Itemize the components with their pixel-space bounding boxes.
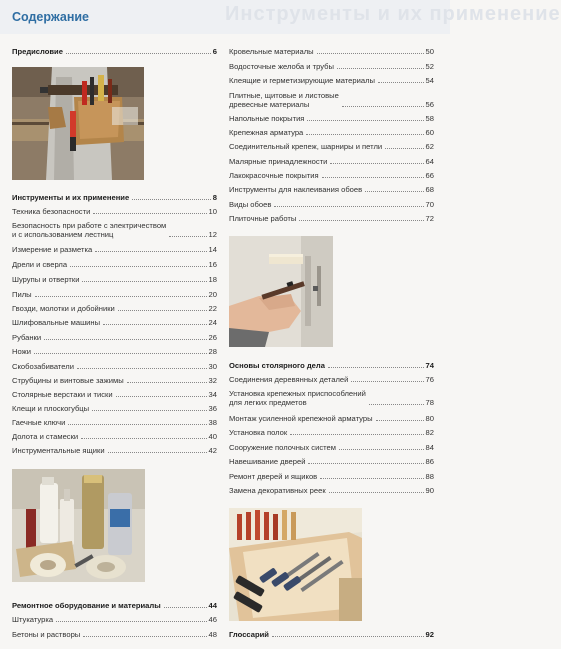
toc-leader-dots — [132, 199, 211, 200]
toc-leader-dots — [272, 636, 424, 637]
toc-entry-label: Дрели и сверла — [12, 260, 68, 269]
toc-entry-label: Соединительный крепеж, шарниры и петли — [229, 142, 383, 151]
toc-leader-dots — [330, 163, 423, 164]
toc-entry-label: Предисловие — [12, 47, 63, 56]
toc-entry[interactable] — [12, 347, 217, 356]
toc-entry-label: Установка крепежных приспособлений для легких предметов — [229, 389, 366, 407]
toc-leader-dots — [81, 438, 206, 439]
toc-leader-dots — [95, 251, 206, 252]
toc-entry-page: 38 — [208, 418, 217, 427]
toc-leader-dots — [92, 410, 206, 411]
toc-leader-dots — [376, 420, 424, 421]
toc-entry-page: 62 — [425, 142, 434, 151]
toc-entry[interactable] — [229, 47, 434, 56]
toc-leader-dots — [70, 266, 206, 267]
chisels-box-photo — [229, 508, 362, 621]
toc-entry-label: Ножи — [12, 347, 31, 356]
toc-entry-page: 22 — [208, 304, 217, 313]
toc-entry-label: Плитные, щитовые и листовые древесные материалы — [229, 91, 339, 109]
toc-entry-page: 84 — [425, 443, 434, 452]
toc-entry-label: Измерение и разметка — [12, 245, 93, 254]
toc-entry-page: 54 — [425, 76, 434, 85]
toc-entry-label: Клеящие и герметизирующие материалы — [229, 76, 375, 85]
toc-leader-dots — [385, 148, 423, 149]
toc-leader-dots — [274, 206, 423, 207]
toc-entry-page: 48 — [208, 630, 217, 639]
toc-entry[interactable] — [229, 62, 434, 71]
toc-leader-dots — [351, 381, 423, 382]
toc-entry-page: 44 — [208, 601, 217, 610]
toc-entry[interactable] — [229, 428, 434, 437]
toc-leader-dots — [328, 367, 424, 368]
toc-entry[interactable] — [12, 245, 217, 254]
toc-leader-dots — [320, 478, 423, 479]
toc-entry-page: 60 — [425, 128, 434, 137]
toc-entry-page: 12 — [208, 230, 217, 239]
toc-entry[interactable] — [229, 91, 434, 109]
toc-entry[interactable] — [229, 389, 434, 407]
toc-leader-dots — [118, 310, 207, 311]
toc-entry-label: Техника безопасности — [12, 207, 91, 216]
toc-entry-label: Шлифовальные машины — [12, 318, 101, 327]
toc-entry-page: 76 — [425, 375, 434, 384]
toc-entry[interactable] — [12, 221, 217, 239]
toc-leader-dots — [169, 236, 206, 237]
toc-entry[interactable] — [12, 601, 217, 610]
toc-entry-page: 20 — [208, 290, 217, 299]
toc-entry[interactable] — [229, 486, 434, 495]
toc-entry-page: 8 — [212, 193, 217, 202]
toc-entry-label: Виды обоев — [229, 200, 272, 209]
toc-entry[interactable] — [12, 290, 217, 299]
toc-entry[interactable] — [229, 128, 434, 137]
toc-entry-label: Водосточные желоба и трубы — [229, 62, 334, 71]
toc-entry-page: 46 — [208, 615, 217, 624]
toc-entry-page: 86 — [425, 457, 434, 466]
toc-entry[interactable] — [229, 214, 434, 223]
toc-entry-page: 6 — [212, 47, 217, 56]
toc-entry-label: Крепежная арматура — [229, 128, 304, 137]
toc-entry[interactable] — [12, 362, 217, 371]
toc-entry[interactable] — [229, 457, 434, 466]
toc-entry-label: Струбцины и винтовые зажимы — [12, 376, 124, 385]
toc-entry-page: 34 — [208, 390, 217, 399]
toc-entry-page: 80 — [425, 414, 434, 423]
toc-entry-label: Основы столярного дела — [229, 361, 325, 370]
toc-entry-label: Плиточные работы — [229, 214, 297, 223]
toc-entry[interactable] — [229, 361, 434, 370]
toc-entry[interactable] — [12, 615, 217, 624]
toc-entry-page: 92 — [425, 630, 434, 639]
toc-entry[interactable] — [229, 142, 434, 151]
toc-leader-dots — [77, 368, 207, 369]
toc-entry[interactable] — [12, 432, 217, 441]
toc-entry-label: Рубанки — [12, 333, 42, 342]
toc-entry-label: Бетоны и растворы — [12, 630, 81, 639]
marking-wall-photo — [229, 236, 333, 347]
toc-leader-dots — [378, 82, 424, 83]
toc-entry[interactable] — [12, 390, 217, 399]
toc-leader-dots — [68, 424, 206, 425]
toc-entry-label: Инструменты и их применение — [12, 193, 130, 202]
toc-leader-dots — [35, 296, 207, 297]
toc-entry[interactable] — [12, 630, 217, 639]
toc-entry-label: Инструменты для наклеивания обоев — [229, 185, 363, 194]
toc-entry[interactable] — [12, 446, 217, 455]
toc-entry-page: 18 — [208, 275, 217, 284]
toc-entry-page: 40 — [208, 432, 217, 441]
toc-entry-page: 64 — [425, 157, 434, 166]
toc-entry-label: Инструментальные ящики — [12, 446, 105, 455]
toc-entry-label: Монтаж усиленной крепежной арматуры — [229, 414, 373, 423]
toc-leader-dots — [339, 449, 424, 450]
toc-entry-label: Малярные принадлежности — [229, 157, 328, 166]
toc-entry[interactable] — [12, 193, 217, 202]
toc-entry-page: 58 — [425, 114, 434, 123]
toc-leader-dots — [93, 213, 206, 214]
toc-entry-label: Навешивание дверей — [229, 457, 306, 466]
toc-entry[interactable] — [12, 376, 217, 385]
toc-entry-label: Ремонт дверей и ящиков — [229, 472, 318, 481]
toc-leader-dots — [34, 353, 207, 354]
toc-leader-dots — [103, 324, 206, 325]
toc-leader-dots — [308, 463, 423, 464]
toc-entry-label: Гвозди, молотки и добойники — [12, 304, 115, 313]
toc-leader-dots — [83, 636, 206, 637]
toc-entry[interactable] — [12, 207, 217, 216]
toc-leader-dots — [337, 68, 424, 69]
toc-entry-label: Лакокрасочные покрытия — [229, 171, 319, 180]
toc-entry-page: 56 — [425, 100, 434, 109]
toc-entry-label: Скобозабиватели — [12, 362, 74, 371]
toc-entry-page: 14 — [208, 245, 217, 254]
toc-entry-page: 74 — [425, 361, 434, 370]
toc-entry-label: Безопасность при работе с электричеством и с использованием лестниц — [12, 221, 167, 239]
toc-entry[interactable] — [229, 375, 434, 384]
toc-entry-page: 82 — [425, 428, 434, 437]
toc-entry-page: 68 — [425, 185, 434, 194]
toc-leader-dots — [317, 53, 424, 54]
toc-leader-dots — [369, 404, 424, 405]
toc-leader-dots — [44, 339, 206, 340]
toc-entry-page: 88 — [425, 472, 434, 481]
toc-entry-page: 66 — [425, 171, 434, 180]
toc-entry-page: 24 — [208, 318, 217, 327]
toc-leader-dots — [164, 607, 207, 608]
adhesives-photo — [12, 469, 145, 582]
toc-entry-label: Шурупы и отвертки — [12, 275, 80, 284]
toc-leader-dots — [66, 53, 211, 54]
toc-entry[interactable] — [229, 157, 434, 166]
toc-entry[interactable] — [229, 472, 434, 481]
toc-entry-page: 50 — [425, 47, 434, 56]
toc-leader-dots — [329, 492, 424, 493]
toc-entry[interactable] — [12, 304, 217, 313]
page-heading-band — [0, 0, 561, 34]
toc-leader-dots — [116, 396, 207, 397]
toc-entry-page: 26 — [208, 333, 217, 342]
toc-entry-page: 10 — [208, 207, 217, 216]
toc-entry[interactable] — [229, 414, 434, 423]
toc-entry-page: 36 — [208, 404, 217, 413]
toc-leader-dots — [56, 621, 206, 622]
toc-leader-dots — [299, 220, 423, 221]
toc-entry[interactable] — [12, 418, 217, 427]
toc-leader-dots — [306, 134, 423, 135]
toc-entry-page: 32 — [208, 376, 217, 385]
heading-ghost-text: Инструменты и их применение — [225, 3, 561, 25]
toc-leader-dots — [342, 106, 424, 107]
toc-leader-dots — [307, 120, 423, 121]
tool-belt-photo — [12, 67, 144, 180]
toc-entry-label: Глоссарий — [229, 630, 269, 639]
toc-entry[interactable] — [229, 185, 434, 194]
toc-leader-dots — [82, 281, 206, 282]
toc-entry-label: Столярные верстаки и тиски — [12, 390, 113, 399]
toc-entry-page: 70 — [425, 200, 434, 209]
toc-entry-page: 42 — [208, 446, 217, 455]
toc-entry-page: 16 — [208, 260, 217, 269]
toc-entry-page: 30 — [208, 362, 217, 371]
toc-entry[interactable] — [229, 171, 434, 180]
toc-entry[interactable] — [12, 260, 217, 269]
toc-entry-label: Замена декоративных реек — [229, 486, 326, 495]
toc-entry[interactable] — [12, 275, 217, 284]
toc-entry[interactable] — [12, 47, 217, 56]
toc-leader-dots — [108, 452, 207, 453]
toc-leader-dots — [290, 434, 423, 435]
toc-entry-page: 90 — [425, 486, 434, 495]
toc-entry-label: Клещи и плоскогубцы — [12, 404, 90, 413]
toc-entry-label: Сооружение полочных систем — [229, 443, 336, 452]
toc-entry-label: Кровельные материалы — [229, 47, 314, 56]
toc-entry[interactable] — [12, 404, 217, 413]
toc-leader-dots — [127, 382, 207, 383]
toc-entry-label: Гаечные ключи — [12, 418, 66, 427]
toc-entry[interactable] — [12, 318, 217, 327]
toc-entry-label: Штукатурка — [12, 615, 54, 624]
toc-entry[interactable] — [229, 114, 434, 123]
toc-entry-label: Напольные покрытия — [229, 114, 305, 123]
toc-entry-label: Соединения деревянных деталей — [229, 375, 349, 384]
toc-entry-label: Пилы — [12, 290, 32, 299]
toc-entry[interactable] — [12, 333, 217, 342]
toc-entry-page: 28 — [208, 347, 217, 356]
toc-leader-dots — [322, 177, 424, 178]
toc-entry-label: Долота и стамески — [12, 432, 79, 441]
toc-entry[interactable] — [229, 76, 434, 85]
toc-entry-label: Установка полок — [229, 428, 288, 437]
page-title: Содержание — [12, 10, 90, 24]
toc-entry-page: 78 — [425, 398, 434, 407]
toc-entry-page: 72 — [425, 214, 434, 223]
toc-entry[interactable] — [229, 630, 434, 639]
toc-entry-page: 52 — [425, 62, 434, 71]
toc-leader-dots — [365, 191, 423, 192]
toc-entry-label: Ремонтное оборудование и материалы — [12, 601, 161, 610]
toc-entry[interactable] — [229, 443, 434, 452]
toc-entry[interactable] — [229, 200, 434, 209]
